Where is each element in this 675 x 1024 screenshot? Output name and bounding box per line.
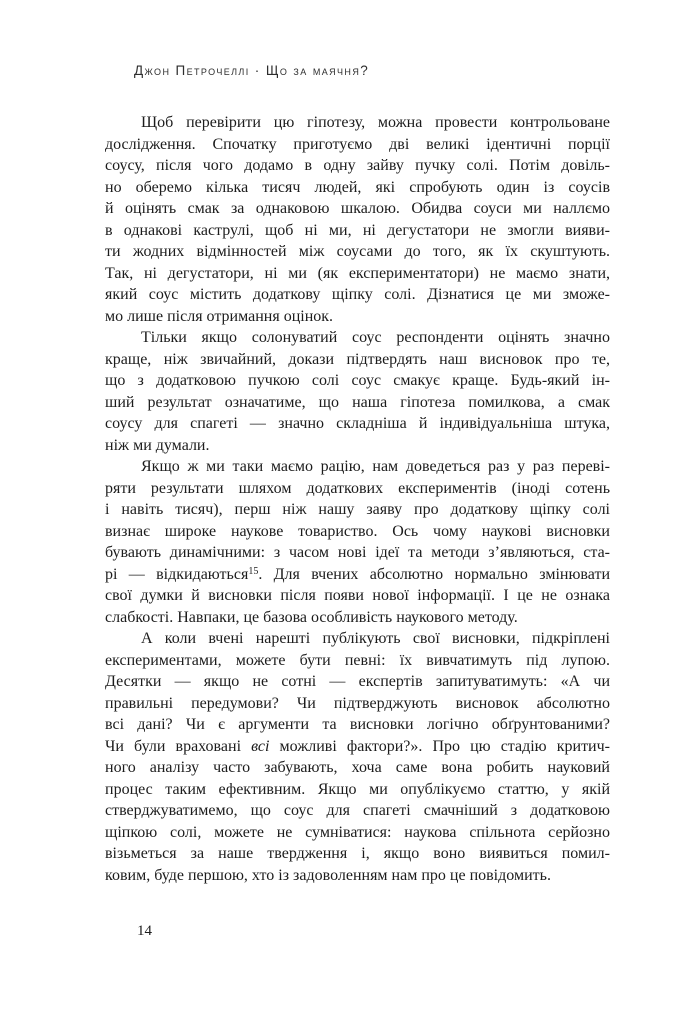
text-line: ти жодних відмінностей між соусами до того, як їх скуштують. bbox=[105, 243, 610, 260]
text-line: ніж ми думали. bbox=[105, 436, 210, 454]
text-line: мо лише після отримання оцінок. bbox=[105, 307, 334, 325]
text-line: Десятки — якщо не сотні — експертів запитуватимуть: «А чи bbox=[105, 673, 610, 690]
paragraph bbox=[105, 628, 610, 886]
text-line: всі дані? Чи є аргументи та висновки логічно обґрунтованими? bbox=[105, 716, 610, 733]
text-line: процес таким ефективним. Якщо ми опублікуємо статтю, у якій bbox=[105, 780, 610, 798]
paragraph bbox=[105, 456, 610, 628]
text-line: Щоб перевірити цю гіпотезу, можна провести контрольоване bbox=[141, 114, 610, 131]
text-line: ший результат означатиме, що наша гіпотеза помилкова, а смак bbox=[105, 393, 610, 411]
text-line: дослідження. Спочатку приготуємо дві великі ідентичні порції bbox=[105, 135, 610, 153]
text-line: слабкості. Навпаки, це базова особливість наукового методу. bbox=[105, 608, 518, 626]
text-line: в однакові каструлі, щоб ні ми, ні дегустатори не змогли вияви- bbox=[105, 221, 610, 239]
text-line: й оцінять смак за однаковою шкалою. Обидва соуси ми наллємо bbox=[105, 200, 610, 217]
page-number: 14 bbox=[137, 923, 152, 939]
text-line: соусу для спагеті — значно складніша й індивідуальніша штука, bbox=[105, 415, 610, 432]
text-line: стверджуватимемо, що соус для спагеті смачніший з додатковою bbox=[105, 802, 610, 819]
text-line: ного аналізу часто забувають, хоча саме вона робить науковий bbox=[105, 759, 610, 776]
running-head: Джон Петрочеллі · Що за маячня? bbox=[134, 63, 370, 78]
text-line: правильні передумови? Чи підтверджують висновок абсолютно bbox=[105, 694, 610, 712]
text-line: свої думки й висновки після появи нової інформації. І це не ознака bbox=[105, 587, 610, 604]
text-line: Чи були враховані всі можливі фактори?». Про цю стадію критич- bbox=[105, 737, 610, 755]
text-line: щіпкою солі, можете не сумніватися: наукова спільнота серйозно bbox=[105, 823, 610, 841]
text-line: що з додатковою пучкою солі соус смакує краще. Будь-який ін- bbox=[105, 372, 610, 389]
text-line: А коли вчені нарешті публікують свої висновки, підкріплені bbox=[141, 630, 610, 647]
text-line: і навіть тисяч), перш ніж нашу заяву про додаткову щіпку солі bbox=[105, 501, 610, 518]
paragraph bbox=[105, 327, 610, 456]
text-line: ковим, буде першою, хто із задоволенням нам про це повідомить. bbox=[105, 866, 551, 884]
text-line: рі — відкидаються$^{15}$. Для вчених абсолютно нормально змінювати bbox=[105, 565, 611, 583]
text-line: Так, ні дегустатори, ні ми (як експериментатори) не маємо знати, bbox=[105, 264, 610, 282]
text-line: краще, ніж звичайний, докази підтвердять наш висновок про те, bbox=[105, 350, 610, 368]
text-line: візьметься за наше твердження і, якщо воно виявиться помил- bbox=[105, 845, 610, 862]
text-line: Тільки якщо солонуватий соус респонденти оцінять значно bbox=[141, 329, 610, 346]
text-line: соусу, після чого додамо в одну зайву пучку солі. Потім довіль- bbox=[105, 157, 610, 174]
text-line: визнає широке наукове товариство. Ось чому наукові висновки bbox=[105, 522, 610, 540]
text-line: Якщо ж ми таки маємо рацію, нам доведеться раз у раз переві- bbox=[141, 458, 610, 475]
text-line: ряти результати шляхом додаткових експериментів (іноді сотень bbox=[105, 479, 610, 497]
text-line: який соус містить додаткову щіпку солі. Дізнатися це ми зможе- bbox=[105, 286, 610, 303]
body-text bbox=[105, 112, 610, 886]
footnote-marker: 15 bbox=[248, 565, 259, 577]
paragraph bbox=[105, 112, 610, 327]
text-line: но оберемо кілька тисяч людей, які спробують один із соусів bbox=[105, 178, 610, 196]
text-line: бувають динамічними: з часом нові ідеї та методи з’являються, ста- bbox=[105, 544, 610, 561]
text-line: експериментами, можете бути певні: їх вивчатимуть під лупою. bbox=[105, 651, 610, 669]
